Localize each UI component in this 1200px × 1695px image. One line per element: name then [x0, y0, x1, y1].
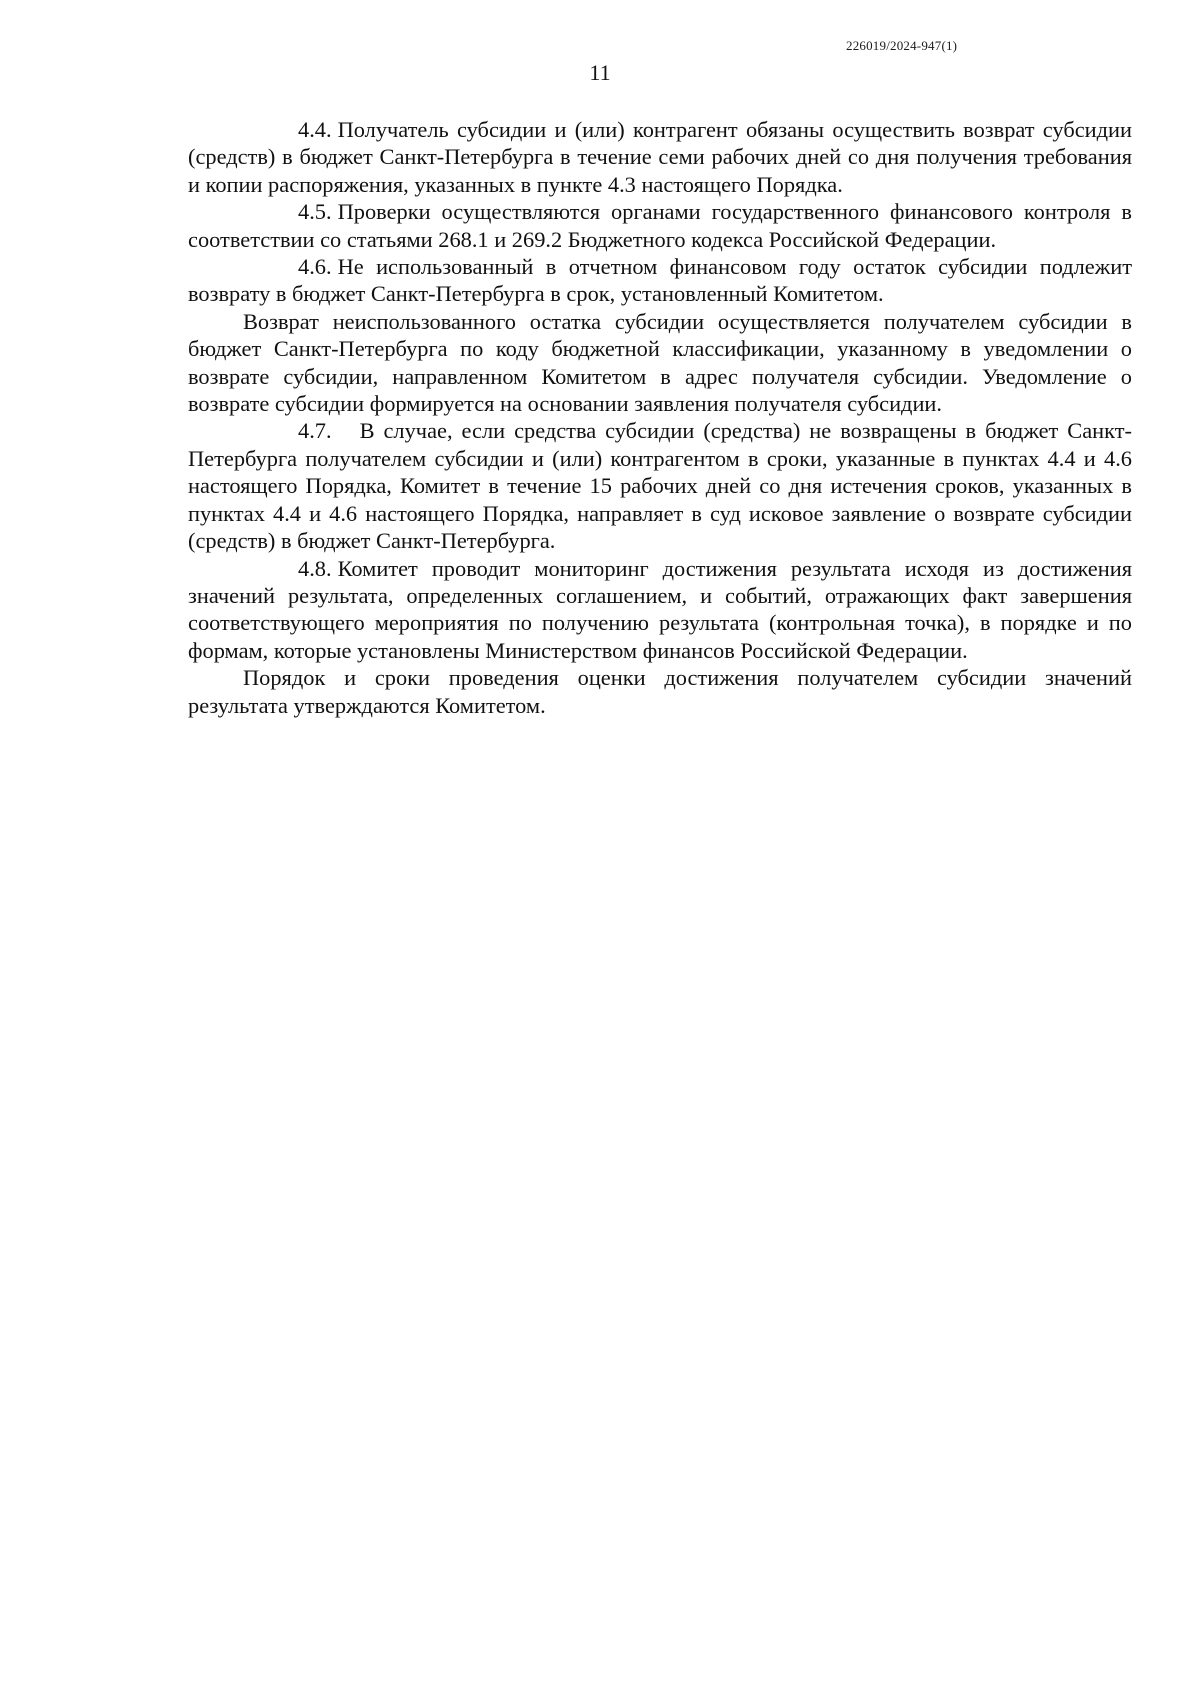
paragraph-4-5 — [188, 198, 1132, 253]
paragraph-number: 4.7. — [298, 418, 332, 444]
paragraph-4-7 — [188, 417, 1132, 554]
paragraph-text: Проверки осуществляются органами государственного финансового контроля в соответствии со статьями 268.1 и 269.2 Бюджетного кодекса Российской Федерации. — [188, 199, 1132, 252]
paragraph-4-8-continuation — [188, 664, 1132, 719]
paragraph-number: 4.8. — [298, 555, 332, 581]
paragraph-text: Не использованный в отчетном финансовом году остаток субсидии подлежит возврату в бюджет Санкт-Петербурга в срок, установленный Комитетом. — [188, 254, 1132, 307]
paragraph-4-8 — [188, 555, 1132, 665]
paragraph-4-4 — [188, 116, 1132, 198]
page-number: 11 — [589, 60, 611, 85]
document-registration-code: 226019/2024-947(1) — [846, 38, 958, 53]
paragraph-text: Порядок и сроки проведения оценки достижения получателем субсидии значений результата утверждаются Комитетом. — [188, 665, 1132, 718]
paragraph-number: 4.4. — [298, 117, 332, 142]
paragraph-number: 4.5. — [298, 199, 332, 225]
paragraph-text: Комитет проводит мониторинг достижения результата исходя из достижения значений результата, определенных соглашением, и событий, отражающих факт завершения соответствующего мероприятия по получению результата (контрольная точка), в порядке и по формам, которые установлены Министерством финансов Российской Федерации. — [188, 555, 1132, 663]
paragraph-text: Получатель субсидии и (или) контрагент обязаны осуществить возврат субсидии (средств) в бюджет Санкт-Петербурга в течение семи рабочих дней со дня получения требования и копии распоряжения, указанных в пункте 4.3 настоящего Порядка. — [188, 117, 1132, 197]
document-body — [188, 116, 1132, 719]
paragraph-4-6-continuation — [188, 308, 1132, 418]
paragraph-number: 4.6. — [298, 254, 332, 280]
paragraph-4-6 — [188, 253, 1132, 308]
paragraph-text: В случае, если средства субсидии (средства) не возвращены в бюджет Санкт-Петербурга получателем субсидии и (или) контрагентом в сроки, указанные в пунктах 4.4 и 4.6 настоящего Порядка, Комитет в течение 15 рабочих дней со дня истечения сроков, указанных в пунктах 4.4 и 4.6 настоящего Порядка, направляет в суд исковое заявление о возврате субсидии (средств) в бюджет Санкт-Петербурга. — [188, 418, 1132, 554]
paragraph-text: Возврат неиспользованного остатка субсидии осуществляется получателем субсидии в бюджет Санкт-Петербурга по коду бюджетной классификации, указанному в уведомлении о возврате субсидии, направленном Комитетом в адрес получателя субсидии. Уведомление о возврате субсидии формируется на основании заявления получателя субсидии. — [188, 308, 1132, 417]
